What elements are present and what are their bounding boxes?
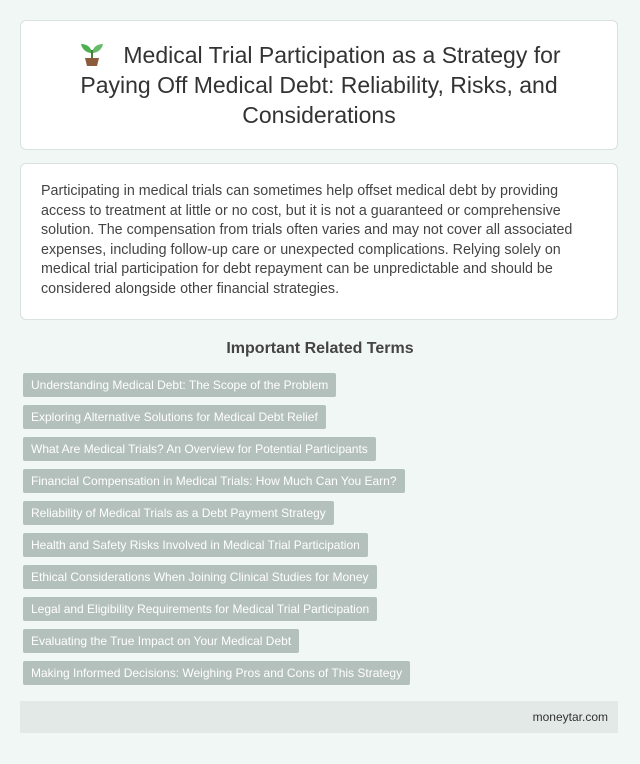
list-item — [23, 597, 618, 621]
term-tag[interactable]: Evaluating the True Impact on Your Medical Debt — [23, 629, 299, 653]
list-item — [23, 501, 618, 525]
page-title — [51, 40, 587, 130]
list-item — [23, 629, 618, 653]
list-item — [23, 437, 618, 461]
term-tag[interactable]: Financial Compensation in Medical Trials: How Much Can You Earn? — [23, 469, 405, 493]
term-tag[interactable]: Health and Safety Risks Involved in Medical Trial Participation — [23, 533, 368, 557]
list-item — [23, 405, 618, 429]
term-tag[interactable]: What Are Medical Trials? An Overview for Potential Participants — [23, 437, 376, 461]
sprout-icon — [77, 40, 107, 66]
term-tag[interactable]: Understanding Medical Debt: The Scope of the Problem — [23, 373, 336, 397]
intro-text: Participating in medical trials can sometimes help offset medical debt by providing access to treatment at little or no cost, but it is not a guaranteed or comprehensive solution. The compensation from trials often varies and may not cover all associated expenses, including follow-up care or unexpected complications. Relying solely on medical trial participation for debt repayment can be unpredictable and should be considered alongside other financial strategies. — [41, 183, 573, 297]
list-item — [23, 373, 618, 397]
footer — [20, 701, 618, 733]
list-item — [23, 661, 618, 685]
list-item — [23, 565, 618, 589]
related-terms-list — [23, 373, 618, 693]
term-tag[interactable]: Exploring Alternative Solutions for Medical Debt Relief — [23, 405, 326, 429]
term-tag[interactable]: Making Informed Decisions: Weighing Pros and Cons of This Strategy — [23, 661, 410, 685]
footer-site-link[interactable]: moneytar.com — [532, 710, 608, 724]
term-tag[interactable]: Ethical Considerations When Joining Clinical Studies for Money — [23, 565, 377, 589]
term-tag[interactable]: Reliability of Medical Trials as a Debt Payment Strategy — [23, 501, 334, 525]
list-item — [23, 469, 618, 493]
intro-card — [20, 163, 618, 320]
related-terms-heading: Important Related Terms — [226, 340, 414, 357]
title-card — [20, 20, 618, 150]
term-tag[interactable]: Legal and Eligibility Requirements for Medical Trial Participation — [23, 597, 377, 621]
list-item — [23, 533, 618, 557]
page-title-text: Medical Trial Participation as a Strategy for Paying Off Medical Debt: Reliability, Risks, and Considerations — [80, 42, 561, 128]
